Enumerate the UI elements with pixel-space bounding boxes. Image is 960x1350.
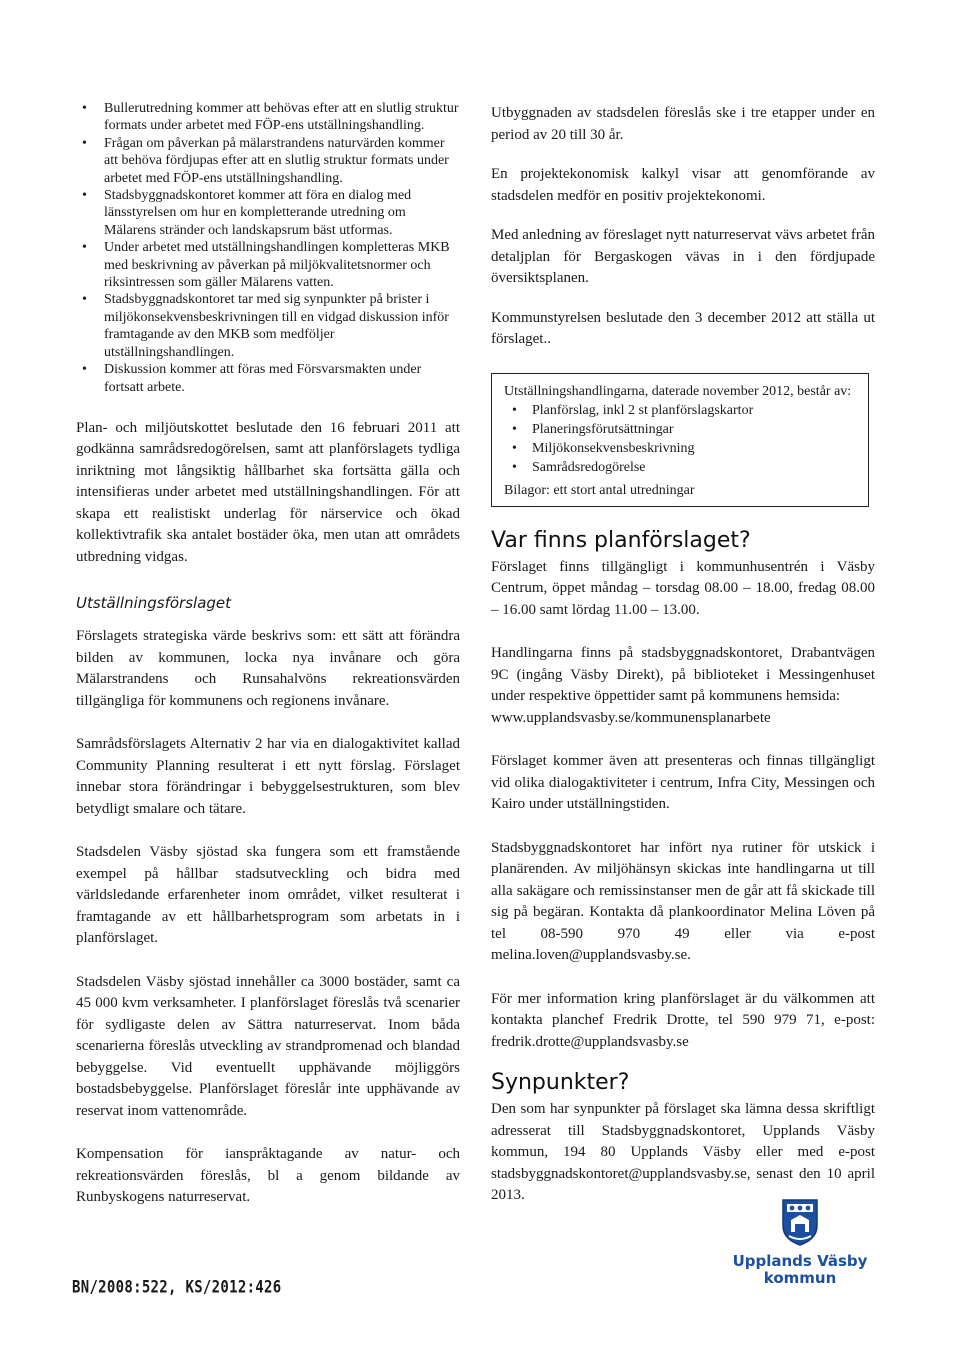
paragraph-economy: En projektekonomisk kalkyl visar att genomförande av stadsdelen medför en positiv projektekonomi.: [491, 166, 875, 204]
paragraph-nature-reserve: Med anledning av föreslaget nytt naturreservat vävs arbetet från detaljplan för Bergaskogen vävas in i den fördjupade översiktsplanen.: [491, 227, 876, 286]
document-item: • Planeringsförutsättningar: [504, 420, 858, 439]
documents-box-footer: Bilagor: ett stort antal utredningar: [504, 482, 695, 498]
logo-subtitle: kommun: [763, 1269, 837, 1287]
paragraph-strategic-value: Förslagets strategiska värde beskrivs som: ett sätt att förändra bilden av kommunen, locka nya invånare och göra Mälarstrandens och Runsahalvöns rekreationsvärden tillgängliga för kommunens och regionens invånare.: [76, 628, 460, 709]
documents-list: [504, 401, 858, 477]
coat-of-arms-icon: [781, 1198, 819, 1246]
bullet-item: • Stadsbyggnadskontoret kommer att föra en dialog med länsstyrelsen om hur en kompletterande utredning om Mälarens stränder och landskapsrum bäst utformas.: [76, 187, 460, 239]
municipality-logo: [730, 1198, 870, 1287]
heading-comments: Synpunkter?: [491, 1070, 630, 1095]
documents-box-intro: Utställningshandlingarna, daterade november 2012, består av:: [504, 383, 852, 399]
right-column: [491, 103, 875, 1207]
document-item: • Samrådsredogörelse: [504, 458, 858, 477]
paragraph-mailing: Stadsbyggnadskontoret har infört nya rutiner för utskick i planärenden. Av miljöhänsyn skickas inte handlingarna ut till alla sakägare och remissinstanser men de går att få skickade till sig på begäran. Kontakta då plankoordinator Melina Löven på tel 08-590 970 49 eller via e-post melina.loven@upplandsvasby.se.: [491, 839, 875, 963]
paragraph-contact: För mer information kring planförslaget är du välkommen att kontakta planchef Fredrik Drotte, tel 590 979 71, e-post: fredrik.drotte@upplandsvasby.se: [491, 990, 875, 1050]
document-item: • Planförslag, inkl 2 st planförslagskartor: [504, 401, 858, 420]
paragraph-alternative: Samrådsförslagets Alternativ 2 har via en dialogaktivitet kallad Community Planning resulterat i ett nytt förslag. Förslaget innebar stora förändringar i bebyggelsestrukturen, som blev betydligt smalare och tätare.: [76, 736, 460, 817]
left-column: [76, 100, 460, 1209]
paragraph-submit-comments: Den som har synpunkter på förslaget ska lämna dessa skriftligt adresserat till Stadsbyggnadskontoret, Upplands Väsby kommun, 194 80 Upplands Väsby eller med e-post stadsbyggnadskontoret@upplandsvasby.se, senast den 10 april 2013.: [491, 1101, 875, 1203]
logo-name: Upplands Väsby: [732, 1252, 868, 1270]
action-bullet-list: [76, 100, 460, 396]
paragraph-availability: Förslaget finns tillgängligt i kommunhusentrén i Väsby Centrum, öppet måndag – torsdag 08.00 – 18.00, fredag 08.00 – 16.00 samt lördag 11.00 – 13.00.: [491, 558, 875, 618]
bullet-item: • Under arbetet med utställningshandlingen kompletteras MKB med beskrivning av påverkan på miljökvalitetsnormer och riksintressen som gäller Mälarens vatten.: [76, 239, 460, 291]
bullet-item: • Bullerutredning kommer att behövas efter att en slutlig struktur formats under arbetet med FÖP-ens utställningshandling.: [76, 100, 460, 135]
paragraph-compensation: Kompensation för ianspråktagande av natur- och rekreationsvärden föreslås, bl a genom bildande av Runbyskogens naturreservat.: [76, 1146, 460, 1206]
paragraph-board-decision: Kommunstyrelsen beslutade den 3 december 2012 att ställa ut förslaget..: [491, 309, 875, 347]
paragraph-presentations: Förslaget kommer även att presenteras och finnas tillgängligt vid olika dialogaktiviteter i centrum, Infra City, Messingen och Kairo under utställningstiden.: [491, 753, 875, 812]
section-heading-exhibition: Utställningsförslaget: [76, 594, 232, 613]
paragraph-committee-decision: Plan- och miljöutskottet beslutade den 16 februari 2011 att godkänna samrådsredogörelsen, samt att planförslagets tydliga inriktning mot långsiktig hållbarhet ska fortsätta gälla och intensifieras under arbetet med utställningshandlingen. För att skapa ett realistiskt underlag för närservice och ökad kollektivtrafik ska antalet bostäder öka, men utan att områdets utbredning vidgas.: [76, 419, 460, 565]
paragraph-stages: Utbyggnaden av stadsdelen föreslås ske i tre etapper under en period av 20 till 30 år.: [491, 105, 875, 143]
reference-number: BN/2008:522, KS/2012:426: [72, 1278, 282, 1298]
heading-where: Var finns planförslaget?: [491, 527, 751, 553]
bullet-item: • Stadsbyggnadskontoret tar med sig synpunkter på brister i miljökonsekvensbeskrivningen till en vidgad diskussion inför framtagande av den MKB som medföljer utställningshandlingen.: [76, 291, 460, 361]
paragraph-sjostad-contents: Stadsdelen Väsby sjöstad innehåller ca 3000 bostäder, samt ca 45 000 kvm verksamheter. I planförslaget föreslås två scenarier för sydligaste delen av Sättra naturreservat. Inom båda scenarierna föreslås utveckling av strandpromenad och blandad bebyggelse. Vid eventuellt upphävande möjliggörs bostadsbebyggelse. Planförslaget föreslår inte upphävande av reservat inom vattenområde.: [76, 973, 460, 1119]
bullet-item: • Frågan om påverkan på mälarstrandens naturvärden kommer att behöva fördjupas efter att en slutlig struktur formats under arbetet med FÖP-ens utställningshandling.: [76, 135, 460, 187]
paragraph-locations: Handlingarna finns på stadsbyggnadskontoret, Drabantvägen 9C (ingång Väsby Direkt), på biblioteket i Messingenhuset under respektive öppettider samt på kommunens hemsida:: [491, 645, 875, 704]
website-url: www.upplandsvasby.se/kommunensplanarbete: [491, 709, 771, 726]
paragraph-sjostad-example: Stadsdelen Väsby sjöstad ska fungera som ett framstående exempel på hållbar stadsutveckling och bidra med världsledande erfarenheter inom området, vilket resulterat i framtagande av ett hållbarhetsprogram som arbetats in i planförslaget.: [76, 844, 460, 947]
bullet-item: • Diskussion kommer att föras med Försvarsmakten under fortsatt arbete.: [76, 361, 460, 396]
document-item: • Miljökonsekvensbeskrivning: [504, 439, 858, 458]
documents-box: [491, 373, 869, 507]
